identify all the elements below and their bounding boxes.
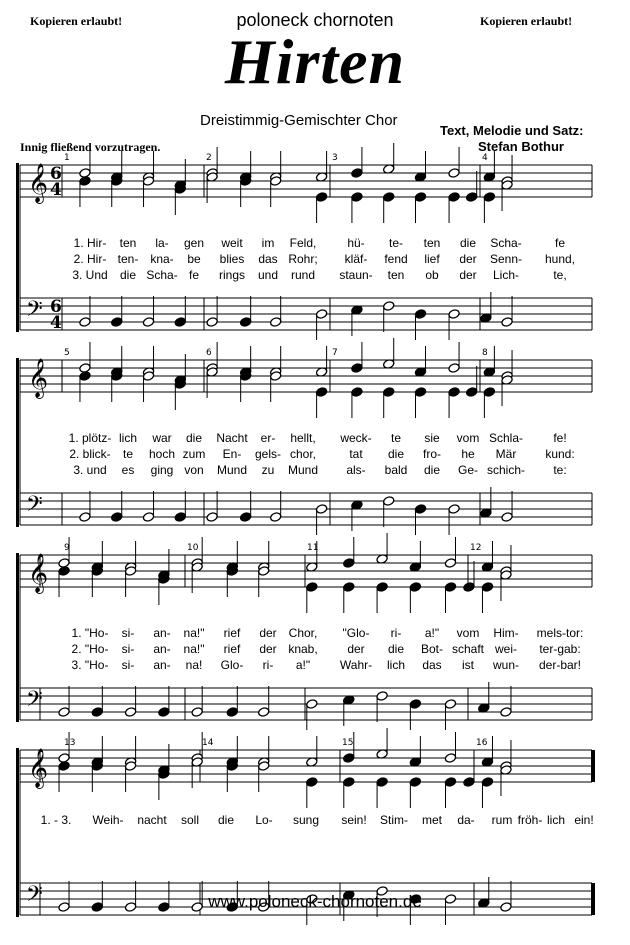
lyric-syllable: Schla-	[488, 431, 524, 445]
bass-clef-icon: 𝄢	[26, 492, 43, 522]
lyric-syllable: Glo-	[220, 658, 244, 672]
note-head	[142, 512, 154, 523]
lyric-syllable: Mund	[287, 463, 319, 477]
lyric-syllable: Rohr;	[288, 252, 318, 266]
bass-clef-icon: 𝄢	[26, 687, 43, 717]
lyric-syllable: schaft	[451, 642, 485, 656]
lyric-syllable: war	[152, 431, 172, 445]
lyric-syllable: bald	[384, 463, 408, 477]
lyric-syllable: En-	[222, 447, 242, 461]
note-head	[142, 317, 154, 328]
note-head	[58, 761, 70, 772]
lyric-syllable: als-	[346, 463, 366, 477]
lyric-syllable: der	[259, 642, 277, 656]
lyric-syllable: nacht	[137, 813, 167, 827]
lyric-syllable: zu	[261, 463, 275, 477]
lyric-syllable: an-	[153, 642, 171, 656]
note-head	[226, 707, 238, 718]
measure-number: 10	[187, 543, 199, 553]
lyric-line	[0, 642, 630, 658]
note-head	[409, 777, 421, 788]
note-head	[111, 512, 123, 523]
site-name-bottom: www.poloneck-chornoten.de	[208, 892, 422, 911]
time-signature-icon: 6	[50, 297, 62, 317]
lyric-syllable: te	[390, 431, 402, 445]
lyric-syllable: be	[187, 252, 201, 266]
lyric-syllable: 3. und	[73, 463, 107, 477]
lyric-syllable: wei-	[494, 642, 518, 656]
note-head	[79, 317, 91, 328]
lyric-syllable: Mär	[495, 447, 517, 461]
note-head	[448, 309, 460, 320]
note-head	[315, 309, 327, 320]
lyric-syllable: sein!	[341, 813, 367, 827]
note-head	[79, 512, 91, 523]
lyric-syllable: es	[121, 463, 135, 477]
lyric-syllable: fe	[188, 268, 200, 282]
lyric-syllable: te,	[553, 268, 567, 282]
lyric-syllable: fröh-	[517, 813, 543, 827]
note-head	[383, 301, 395, 312]
lyric-syllable: met	[421, 813, 443, 827]
lyric-syllable: Stim-	[380, 813, 408, 827]
lyric-syllable: "Glo-	[342, 626, 370, 640]
measure-number: 5	[64, 348, 70, 358]
note-head	[239, 317, 251, 328]
lyric-syllable: die	[387, 447, 405, 461]
measure-number: 7	[332, 348, 338, 358]
note-head	[463, 777, 475, 788]
note-head	[343, 582, 355, 593]
lyric-syllable: da-	[457, 813, 475, 827]
note-head	[466, 192, 478, 203]
note-head	[351, 363, 363, 374]
lyric-syllable: die	[185, 431, 203, 445]
lyric-syllable: rief	[223, 626, 241, 640]
note-head	[383, 192, 395, 203]
note-head	[501, 512, 513, 523]
lyric-syllable: mels-tor:	[536, 626, 584, 640]
lyric-syllable: Him-	[493, 626, 519, 640]
lyric-syllable: te	[122, 447, 134, 461]
lyric-syllable: he	[461, 447, 475, 461]
copy-permission-right: Kopieren erlaubt!	[480, 14, 573, 28]
lyric-syllable: vom	[456, 431, 480, 445]
lyric-syllable: Senn-	[489, 252, 523, 266]
lyric-syllable: rings	[218, 268, 246, 282]
lyric-syllable: ter-gab:	[539, 642, 581, 656]
lyric-syllable: der	[459, 268, 477, 282]
note-head	[174, 317, 186, 328]
lyric-syllable: te:	[553, 463, 567, 477]
lyric-syllable: Chor,	[288, 626, 318, 640]
note-head	[315, 504, 327, 515]
lyric-syllable: ten	[423, 236, 441, 250]
lyric-syllable: die	[119, 268, 137, 282]
lyric-syllable: blies	[219, 252, 245, 266]
lyric-line	[0, 463, 630, 479]
lyric-syllable: ein!	[574, 813, 594, 827]
lyric-syllable: soll	[180, 813, 200, 827]
note-head	[414, 504, 426, 515]
note-head	[343, 558, 355, 569]
lyric-syllable: 2. Hir-	[73, 252, 107, 266]
lyric-syllable: gen	[183, 236, 205, 250]
note-head	[343, 777, 355, 788]
bass-clef-icon: 𝄢	[26, 297, 43, 327]
composer-name: Stefan Bothur	[478, 139, 564, 154]
note-head	[444, 753, 456, 764]
lyric-syllable: vom	[456, 626, 480, 640]
time-signature-icon: 4	[50, 180, 62, 200]
note-head	[111, 317, 123, 328]
measure-number: 13	[64, 738, 76, 748]
note-head	[315, 387, 327, 398]
measure-number: 14	[202, 738, 214, 748]
note-head	[158, 707, 170, 718]
lyric-syllable: lich	[118, 431, 138, 445]
lyric-syllable: im	[261, 236, 275, 250]
note-head	[79, 176, 91, 187]
note-head	[258, 707, 270, 718]
lyric-syllable: Bot-	[420, 642, 444, 656]
lyric-syllable: kna-	[150, 252, 174, 266]
lyric-syllable: ging	[150, 463, 174, 477]
lyric-syllable: chor,	[289, 447, 317, 461]
measure-number: 1	[64, 153, 70, 163]
note-head	[343, 753, 355, 764]
measure-number: 6	[206, 348, 212, 358]
lyric-syllable: tat	[349, 447, 363, 461]
lyric-syllable: Mund	[216, 463, 248, 477]
copy-permission-left: Kopieren erlaubt!	[30, 14, 123, 28]
note-head	[414, 192, 426, 203]
time-signature-icon: 4	[50, 313, 62, 333]
measure-number: 2	[206, 153, 212, 163]
note-head	[376, 691, 388, 702]
lyric-syllable: la-	[155, 236, 169, 250]
lyric-syllable: lief	[424, 252, 440, 266]
measure-number: 16	[476, 738, 488, 748]
measure-number: 11	[307, 543, 319, 553]
lyric-line	[0, 813, 630, 829]
lyric-syllable: rum	[491, 813, 513, 827]
note-head	[448, 504, 460, 515]
note-head	[351, 168, 363, 179]
measure-number: 3	[332, 153, 338, 163]
lyric-syllable: hellt,	[290, 431, 316, 445]
credit-label: Text, Melodie und Satz:	[440, 123, 584, 138]
lyric-syllable: wun-	[492, 658, 520, 672]
lyric-syllable: ri-	[262, 658, 274, 672]
lyric-syllable: si-	[121, 626, 135, 640]
lyric-syllable: der	[459, 252, 477, 266]
lyric-syllable: die	[387, 642, 405, 656]
note-head	[383, 387, 395, 398]
note-head	[444, 777, 456, 788]
measure-number: 15	[342, 738, 354, 748]
lyric-syllable: Lich-	[492, 268, 520, 282]
note-head	[481, 582, 493, 593]
lyric-line	[0, 268, 630, 284]
final-bar-line	[591, 750, 595, 782]
note-head	[409, 582, 421, 593]
lyric-syllable: schich-	[486, 463, 526, 477]
lyric-syllable: die	[459, 236, 477, 250]
note-head	[315, 192, 327, 203]
tempo-marking: Innig fließend vorzutragen.	[20, 140, 161, 154]
lyric-syllable: ob	[425, 268, 439, 282]
note-head	[376, 582, 388, 593]
time-signature-icon: 6	[50, 164, 62, 184]
lyric-syllable: hund,	[544, 252, 576, 266]
lyric-line	[0, 658, 630, 674]
note-head	[414, 387, 426, 398]
lyric-line	[0, 447, 630, 463]
note-head	[306, 582, 318, 593]
lyric-syllable: a!"	[424, 626, 440, 640]
note-head	[501, 317, 513, 328]
lyric-syllable: knab,	[288, 642, 318, 656]
lyric-syllable: rund	[290, 268, 316, 282]
lyric-syllable: Lo-	[255, 813, 273, 827]
lyric-syllable: ten	[119, 236, 137, 250]
note-head	[79, 371, 91, 382]
note-head	[383, 496, 395, 507]
note-head	[448, 363, 460, 374]
lyric-syllable: a!"	[295, 658, 311, 672]
note-head	[444, 699, 456, 710]
note-head	[351, 192, 363, 203]
lyric-syllable: na!	[185, 658, 203, 672]
lyric-syllable: rief	[223, 642, 241, 656]
lyric-syllable: der-bar!	[538, 658, 582, 672]
note-head	[409, 699, 421, 710]
note-head	[206, 512, 218, 523]
lyric-syllable: die	[423, 463, 441, 477]
lyric-syllable: der	[259, 626, 277, 640]
note-head	[206, 317, 218, 328]
lyric-syllable: fe!	[553, 431, 567, 445]
note-head	[270, 317, 282, 328]
lyric-syllable: na!"	[183, 642, 205, 656]
lyric-syllable: fro-	[423, 447, 441, 461]
lyric-syllable: Weih-	[92, 813, 124, 827]
lyric-syllable: der	[347, 642, 365, 656]
lyric-syllable: ist	[462, 658, 474, 672]
lyric-syllable: 2. blick-	[69, 447, 111, 461]
lyric-syllable: 1. Hir-	[73, 236, 107, 250]
lyric-syllable: 1. "Ho-	[71, 626, 109, 640]
lyric-syllable: gels-	[254, 447, 282, 461]
lyric-line	[0, 236, 630, 252]
note-head	[500, 707, 512, 718]
note-head	[239, 512, 251, 523]
lyric-syllable: und	[257, 268, 279, 282]
lyric-syllable: ri-	[390, 626, 402, 640]
note-head	[414, 309, 426, 320]
note-head	[483, 192, 495, 203]
lyric-syllable: 3. Und	[72, 268, 108, 282]
measure-number: 12	[470, 543, 482, 553]
treble-clef-icon: 𝄞	[28, 748, 49, 788]
lyric-syllable: te-	[388, 236, 404, 250]
lyric-syllable: weck-	[340, 431, 372, 445]
note-head	[448, 387, 460, 398]
lyric-syllable: sung	[292, 813, 320, 827]
lyric-syllable: 1. plötz-	[68, 431, 112, 445]
note-head	[448, 192, 460, 203]
lyric-syllable: kund:	[545, 447, 575, 461]
note-head	[124, 707, 136, 718]
note-head	[306, 699, 318, 710]
choir-type: Dreistimmig-Gemischter Chor	[200, 112, 398, 129]
lyric-syllable: lich	[386, 658, 406, 672]
measure-number: 9	[64, 543, 70, 553]
lyric-syllable: er-	[260, 431, 276, 445]
lyric-syllable: Feld,	[289, 236, 317, 250]
lyric-syllable: fend	[384, 252, 408, 266]
lyric-syllable: Scha-	[490, 236, 522, 250]
note-head	[444, 558, 456, 569]
lyric-syllable: 1. - 3.	[40, 813, 72, 827]
lyric-syllable: si-	[121, 658, 135, 672]
note-head	[306, 777, 318, 788]
lyric-line	[0, 431, 630, 447]
note-head	[481, 777, 493, 788]
lyric-syllable: Wahr-	[339, 658, 373, 672]
lyric-syllable: 2. "Ho-	[71, 642, 109, 656]
lyric-syllable: staun-	[339, 268, 373, 282]
lyric-syllable: weit	[221, 236, 243, 250]
lyric-syllable: na!"	[183, 626, 205, 640]
lyric-syllable: an-	[153, 626, 171, 640]
treble-clef-icon: 𝄞	[28, 553, 49, 593]
lyric-syllable: kläf-	[344, 252, 368, 266]
lyric-syllable: das	[258, 252, 278, 266]
note-head	[91, 707, 103, 718]
lyric-syllable: ten-	[117, 252, 139, 266]
note-head	[191, 707, 203, 718]
site-name-top: poloneck chornoten	[236, 10, 394, 30]
note-head	[466, 387, 478, 398]
note-head	[58, 707, 70, 718]
note-head	[463, 582, 475, 593]
measure-number: 4	[482, 153, 488, 163]
lyric-syllable: Nacht	[216, 431, 248, 445]
lyric-syllable: an-	[153, 658, 171, 672]
note-head	[376, 777, 388, 788]
treble-clef-icon: 𝄞	[28, 358, 49, 398]
lyric-line	[0, 252, 630, 268]
note-head	[351, 387, 363, 398]
lyric-syllable: ten	[387, 268, 405, 282]
note-head	[444, 582, 456, 593]
lyric-syllable: Scha-	[146, 268, 178, 282]
lyric-syllable: lich	[546, 813, 566, 827]
lyric-syllable: fe	[554, 236, 566, 250]
bass-clef-icon: 𝄢	[26, 882, 43, 912]
lyric-line	[0, 626, 630, 642]
note-head	[174, 512, 186, 523]
lyric-syllable: das	[422, 658, 442, 672]
lyric-syllable: zum	[182, 447, 206, 461]
lyric-syllable: sie	[424, 431, 440, 445]
lyric-syllable: die	[217, 813, 235, 827]
song-title: Hirten	[224, 26, 406, 97]
lyric-syllable: hoch	[148, 447, 176, 461]
lyric-syllable: hü-	[347, 236, 365, 250]
note-head	[58, 566, 70, 577]
note-head	[448, 168, 460, 179]
measure-number: 8	[482, 348, 488, 358]
note-head	[483, 387, 495, 398]
treble-clef-icon: 𝄞	[28, 163, 49, 203]
lyric-syllable: 3. "Ho-	[71, 658, 109, 672]
note-head	[270, 512, 282, 523]
lyric-syllable: si-	[121, 642, 135, 656]
lyric-syllable: von	[184, 463, 204, 477]
lyric-syllable: Ge-	[457, 463, 479, 477]
